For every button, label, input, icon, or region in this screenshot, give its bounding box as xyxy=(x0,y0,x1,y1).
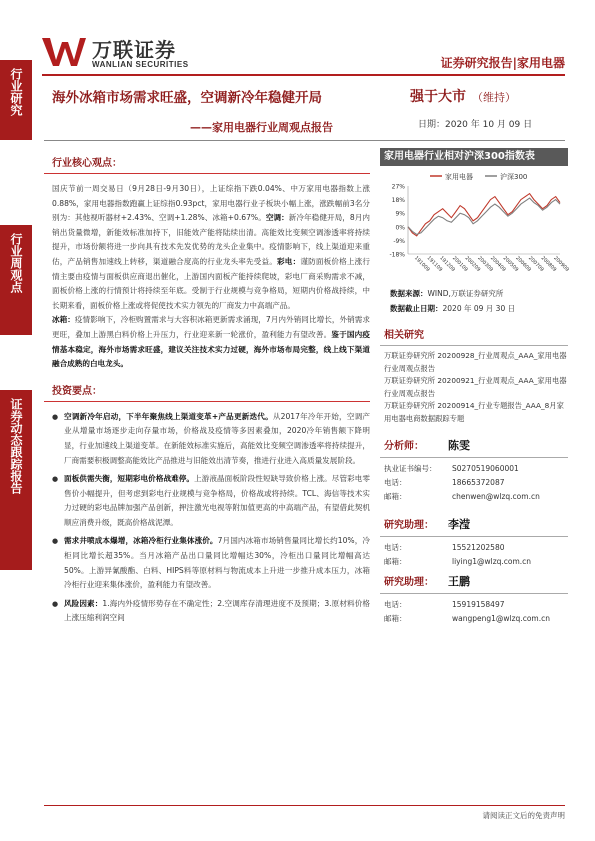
series-line xyxy=(408,194,560,236)
brand-logo xyxy=(42,34,212,72)
invest-bullet xyxy=(52,472,370,530)
assistant-divider xyxy=(380,593,568,594)
field-key: 执业证书编号： xyxy=(384,464,437,473)
analyst-divider xyxy=(380,457,568,458)
disclaimer-note: 请阅读正文后的免责声明 xyxy=(482,811,565,820)
bullet-text: 1.海内外疫情形势存在不确定性；2.空调库存清理进度不及预期；3.原材料价格上涨压缩利润空间 xyxy=(64,598,371,623)
bullet-text: 上游液晶面板阶段性短缺导致价格上涨。尽管彩电零售价小幅提升，但考虑到彩电行业规模与竞争格局，价格战或将持续。TCL、海信等技术实力过硬的彩电品牌加强产品创新，押注激光电视等附加值更高的中高端产品，有望借此契机顺应消费升级，既高价格战泥潭。 xyxy=(64,474,371,527)
x-tick-label: 200209 xyxy=(463,255,482,273)
rating xyxy=(410,86,516,106)
field-value: 15919158497 xyxy=(452,600,505,609)
y-tick-label: 9% xyxy=(395,210,405,218)
y-tick-label: 27% xyxy=(391,183,405,191)
y-tick-label: 0% xyxy=(395,224,405,232)
sidebar xyxy=(380,148,568,626)
x-tick-label: 200509 xyxy=(501,255,520,273)
report-title: 海外冰箱市场需求旺盛，空调新冷年稳健开局 xyxy=(52,90,322,106)
header-divider xyxy=(44,140,565,141)
invest-bullet xyxy=(52,410,370,468)
y-tick-label: 18% xyxy=(391,197,405,205)
report-date: 日期：2020 年 10 月 09 日 xyxy=(418,120,533,130)
field-value: S0270519060001 xyxy=(452,464,519,473)
assistant-field xyxy=(384,598,568,612)
chart-header: 家用电器行业相对沪深300指数表 xyxy=(380,148,568,166)
analyst-block xyxy=(384,437,568,453)
assistant-field xyxy=(384,541,568,555)
x-tick-label: 191209 xyxy=(438,255,456,273)
legend-label: 沪深300 xyxy=(500,173,528,181)
field-value: 15521202580 xyxy=(452,543,505,552)
report-subtitle: ——家用电器行业周观点报告 xyxy=(190,121,333,134)
core-paragraph xyxy=(52,182,370,372)
analyst-email[interactable]: chenwen@wlzq.com.cn xyxy=(452,492,540,501)
chart-source-text: WIND,万联证券研究所 xyxy=(427,289,504,298)
index-chart xyxy=(380,166,568,284)
rating-label: 强于大市 xyxy=(410,89,466,105)
x-tick-label: 191009 xyxy=(412,255,431,273)
x-tick-label: 200109 xyxy=(450,255,469,273)
assistant-name: 王鹏 xyxy=(448,575,470,588)
rating-note: （维持） xyxy=(472,91,516,104)
core-text-c: 谨防面板价格上涨行情主要由疫情与面板供应商退出催化，上游国内面板产能持续爬坡，彩电厂商采购需求不减，面板价格上涨的行情预计将持续至年底。受制于行业规模与竞争格局，短期内价格战持续，中长期来看，面板价格上涨或将促使技术实力领先的厂商发力中高端产品。 xyxy=(52,256,371,310)
core-bold-e: 鉴于国内疫情基本稳定，海外市场需求旺盛，建议关注技术实力过硬，海外市场布局完整，线上线下渠道融合成熟的白电龙头。 xyxy=(52,329,371,369)
invest-heading: 投资要点： xyxy=(52,385,102,397)
series-label: 证券研究报告|家用电器 xyxy=(440,56,565,70)
core-bold-c: 彩电： xyxy=(277,256,301,266)
chart-date-label: 数据截止日期： xyxy=(390,304,443,313)
bullet-bold: 空调新冷年启动，下半年聚焦线上渠道变革+产品更新迭代。 xyxy=(64,411,273,421)
side-tab-label: 行业研究 xyxy=(9,68,23,116)
assistant-email[interactable]: liying1@wlzq.com.cn xyxy=(452,557,532,566)
assistant-field xyxy=(384,612,568,626)
y-tick-label: -18% xyxy=(389,251,405,259)
assistant-block xyxy=(384,516,568,532)
section-divider xyxy=(44,173,370,174)
related-item[interactable]: 万联证券研究所 20200914_行业专题报告_AAA_8月家用电器电商数据跟踪专题 xyxy=(384,401,564,423)
side-tab-label: 行业周观点 xyxy=(9,233,23,293)
brand-name-cn: 万联证券 xyxy=(92,38,176,62)
related-heading: 相关研究 xyxy=(384,330,424,341)
assistant-label: 研究助理： xyxy=(384,577,434,588)
bullet-text: 7月国内冰箱市场销售量同比增长约10%，冷柜同比增长超35%。当月冰箱产品出口量同比增幅达30%，冷柜出口量同比增幅高达50%。上游异氰酸酯、白料、HIPS料等原材料与物流成本上升进一步推升成本压力，冰箱冷柜行业迎来集体涨价，盈利能力有望改善。 xyxy=(64,536,370,590)
invest-bullet xyxy=(52,534,370,592)
x-tick-label: 200809 xyxy=(539,255,558,273)
brand-name-en: WANLIAN SECURITIES xyxy=(92,60,189,69)
assistant-label: 研究助理： xyxy=(384,520,434,531)
chart-source-label: 数据来源： xyxy=(390,289,428,298)
chart-source xyxy=(390,288,568,299)
section-divider xyxy=(44,401,370,402)
footer-divider xyxy=(44,805,565,806)
field-key: 邮箱： xyxy=(384,614,407,623)
side-tab-dynamic-tracking xyxy=(0,390,32,570)
assistant-email[interactable]: wangpeng1@wlzq.com.cn xyxy=(452,614,550,623)
side-tab-label: 证券动态跟踪报告 xyxy=(9,398,23,494)
field-value: 18665372087 xyxy=(452,478,505,487)
invest-bullet xyxy=(52,597,370,626)
analyst-field xyxy=(384,490,568,504)
main-content xyxy=(44,148,370,630)
assistant-block xyxy=(384,573,568,589)
field-key: 电话： xyxy=(384,543,407,552)
legend-label: 家用电器 xyxy=(445,173,473,181)
chart-date xyxy=(390,303,568,314)
side-tab-industry-research xyxy=(0,60,32,140)
y-tick-label: -9% xyxy=(393,237,405,245)
core-text-a: 国庆节前一周交易日（9月28日-9月30日），上证综指下跌0.04%、中万家用电器指数上涨0.88%，家用电器指数跑赢上证综指0.93pct，家用电器行业子板块小幅上涨，涨跌幅前3名分别为：其他视听器材+2.43%、空调+1.28%、冰箱+0.67%。 xyxy=(52,184,370,223)
analyst-name: 陈雯 xyxy=(448,439,470,452)
field-key: 电话： xyxy=(384,600,407,609)
top-divider xyxy=(42,74,565,76)
analyst-field xyxy=(384,462,568,476)
x-tick-label: 200909 xyxy=(552,255,570,273)
x-tick-label: 200709 xyxy=(526,255,545,273)
core-heading: 行业核心观点： xyxy=(52,158,122,169)
core-text-b: 新冷年稳健开局，8月内销出货量微增，新能效标准加持下，旧能效产能将陆续出清。高能效比变频空调渗透率将持续提升，市场份额将进一步向具有技术先发优势的龙头企业集中。疫情影响下，线上渠道迎来重估，产品销售加速线上转移，渠道融合度高的行业龙头率先受益。 xyxy=(52,213,370,266)
wanlian-logo-icon xyxy=(42,36,86,68)
x-tick-label: 200609 xyxy=(514,255,532,273)
assistant-divider xyxy=(380,536,568,537)
assistant-name: 李滢 xyxy=(448,518,470,531)
field-key: 邮箱： xyxy=(384,557,407,566)
bullet-bold: 风险因素： xyxy=(64,598,103,608)
core-bold-d: 冰箱： xyxy=(52,315,75,325)
x-tick-label: 200409 xyxy=(488,255,507,273)
related-item[interactable]: 万联证券研究所 20200928_行业周观点_AAA_家用电器行业周观点报告 xyxy=(384,351,567,373)
chart-date-text: 2020 年 09 月 30 日 xyxy=(442,304,516,313)
side-tab-weekly-view xyxy=(0,225,32,335)
index-chart-svg xyxy=(380,166,568,284)
assistant-field xyxy=(384,555,568,569)
related-divider xyxy=(380,345,568,346)
analyst-field xyxy=(384,476,568,490)
core-bold-b: 空调： xyxy=(265,213,289,223)
bullet-bold: 需求井喷成本爆增，冰箱冷柜行业集体涨价。 xyxy=(64,536,218,546)
x-tick-label: 191109 xyxy=(425,255,444,273)
related-item[interactable]: 万联证券研究所 20200921_行业周观点_AAA_家用电器行业周观点报告 xyxy=(384,376,567,398)
analyst-label: 分析师： xyxy=(384,441,424,452)
bullet-text: 从2017年冷年开始，空调产业从增量市场逐步走向存量市场，价格战及疫情等多因素叠加，2020冷年销售额下降明显，行业加速线上渠道变革。在新能效标准实施后，高能效比变频空调渗透率将持续提升，厂商需要积极调整高能效比产品推进与旧能效出清节奏，推进行业进入高质量发展阶段。 xyxy=(64,411,370,465)
field-key: 电话： xyxy=(384,478,407,487)
field-key: 邮箱： xyxy=(384,492,407,501)
x-tick-label: 200309 xyxy=(476,255,494,273)
bullet-bold: 面板供需失衡，短期彩电价格战难停。 xyxy=(64,474,195,484)
core-text-d: 疫情影响下，冷柜购置需求与大容积冰箱更新需求涌现，7月内外销同比增长，外销需求更旺，叠加上游黑白料价格上升压力，行业迎来新一轮涨价，盈利能力有望改善。 xyxy=(52,315,371,339)
